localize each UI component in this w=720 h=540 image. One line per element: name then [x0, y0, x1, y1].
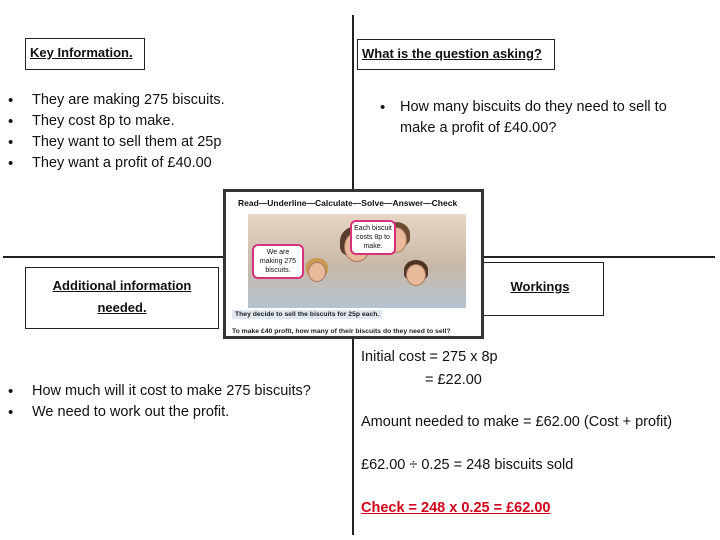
workings-heading-box: [476, 262, 604, 316]
question-heading-box: [357, 39, 555, 70]
speech-bubble-left: We are making 275 biscuits.: [252, 244, 304, 279]
key-information-heading-box: [25, 38, 145, 70]
list-item: • We need to work out the profit.: [8, 402, 338, 423]
list-item: • They want to sell them at 25p: [8, 132, 338, 153]
picture-task: To make £40 profit, how many of their biscuits do they need to sell?: [232, 328, 451, 335]
list-item: • They cost 8p to make.: [8, 111, 338, 132]
check-line: Check = 248 x 0.25 = £62.00: [361, 500, 551, 516]
question-list: [380, 97, 680, 139]
initial-cost-result: = £22.00: [425, 372, 482, 388]
initial-cost-line: Initial cost = 275 x 8p: [361, 349, 498, 365]
amount-needed-line: Amount needed to make = £62.00 (Cost + profit): [361, 414, 673, 430]
list-item: • They are making 275 biscuits.: [8, 90, 338, 111]
face-shape: [308, 262, 326, 282]
list-item: • They want a profit of £40.00: [8, 153, 338, 174]
key-information-heading: Key Information.: [30, 45, 133, 60]
list-item: • How much will it cost to make 275 biscuits?: [8, 381, 338, 402]
key-information-list: [8, 90, 338, 174]
additional-information-heading-box: [25, 267, 219, 329]
question-heading: What is the question asking?: [362, 46, 542, 61]
division-line: £62.00 ÷ 0.25 = 248 biscuits sold: [361, 457, 574, 473]
additional-information-list: [8, 381, 338, 423]
picture-header: Read—Underline—Calculate—Solve—Answer—Check: [238, 198, 458, 208]
face-shape: [406, 264, 426, 286]
speech-bubble-right: Each biscuit costs 8p to make.: [350, 220, 396, 255]
workings-heading: Workings: [510, 279, 570, 294]
problem-picture: [223, 189, 484, 339]
list-item: • How many biscuits do they need to sell to make a profit of £40.00?: [380, 97, 680, 139]
picture-caption: They decide to sell the biscuits for 25p each.: [232, 310, 382, 319]
additional-information-heading: Additional information needed.: [52, 278, 192, 315]
